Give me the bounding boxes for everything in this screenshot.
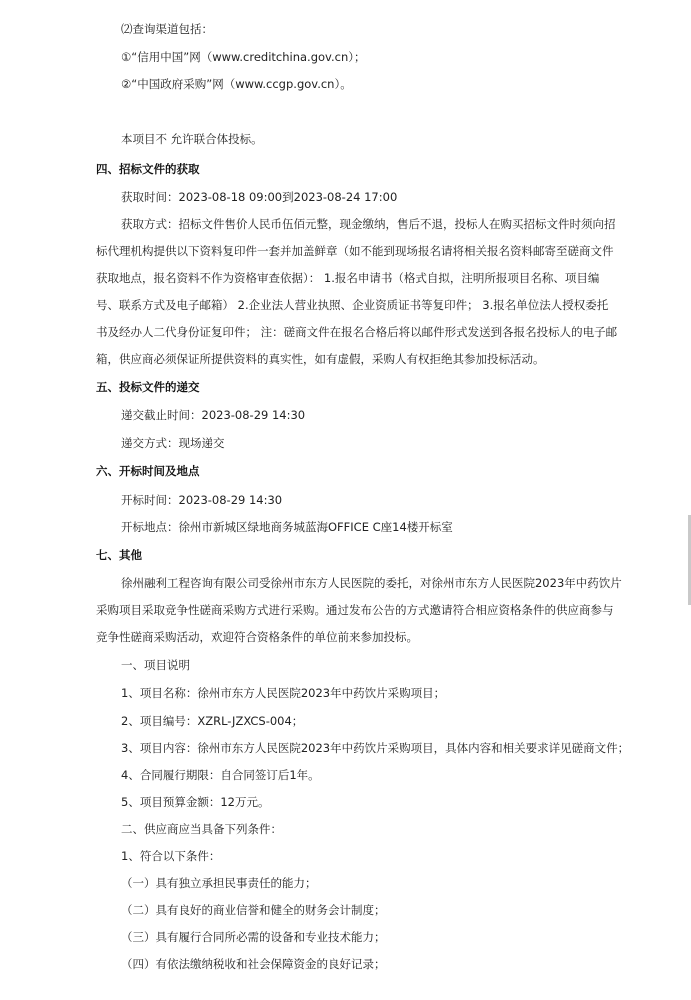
project-name: 1、项目名称：徐州市东方人民医院2023年中药饮片采购项目；: [121, 686, 446, 700]
obtain-method-line-2: 标代理机构提供以下资料复印件一套并加盖鲜章（如不能到现场报名请将相关报名资料邮寄至磋商文件: [96, 244, 614, 258]
section-heading-7: 七、其他: [96, 548, 142, 562]
section-heading-5: 五、投标文件的递交: [96, 380, 200, 394]
creditchina-line: ①“信用中国”网（www.creditchina.gov.cn）；: [121, 50, 366, 64]
obtain-method-line-5: 书及经办人二代身份证复印件； 注：磋商文件在报名合格后将以邮件形式发送到各报名投标人的电子邮: [96, 325, 618, 339]
supplier-conditions-heading: 二、供应商应当具备下列条件：: [121, 822, 282, 836]
other-para-line-3: 竞争性磋商采购活动，欢迎符合资格条件的单位前来参加投标。: [96, 630, 418, 644]
query-channels-line: ⑵查询渠道包括：: [121, 22, 213, 36]
conditions-intro: 1、符合以下条件：: [121, 849, 221, 863]
other-para-line-2: 采购项目采取竞争性磋商采购方式进行采购。通过发布公告的方式邀请符合相应资格条件的供应商参与: [96, 603, 614, 617]
submit-method: 递交方式：现场递交: [121, 436, 225, 450]
obtain-time: 获取时间：2023-08-18 09:00到2023-08-24 17:00: [121, 190, 398, 204]
obtain-method-line-4: 号、联系方式及电子邮箱） 2.企业法人营业执照、企业资质证书等复印件； 3.报名单位法人授权委托: [96, 298, 609, 312]
ccgp-line: ②“中国政府采购”网（www.ccgp.gov.cn）。: [121, 77, 352, 91]
consortium-note: 本项目不 允许联合体投标。: [121, 132, 263, 146]
other-para-line-1: 徐州融利工程咨询有限公司受徐州市东方人民医院的委托，对徐州市东方人民医院2023年中药饮片: [121, 576, 622, 590]
section-heading-4: 四、招标文件的获取: [96, 162, 200, 176]
condition-2: （二）具有良好的商业信誉和健全的财务会计制度；: [121, 903, 386, 917]
submit-deadline: 递交截止时间：2023-08-29 14:30: [121, 408, 306, 422]
obtain-method-line-3: 获取地点，报名资料不作为资格审查依据）： 1.报名申请书（格式自拟，注明所报项目名称、项目编: [96, 271, 600, 285]
condition-1: （一）具有独立承担民事责任的能力；: [121, 876, 317, 890]
condition-3: （三）具有履行合同所必需的设备和专业技术能力；: [121, 930, 386, 944]
project-number: 2、项目编号：XZRL-JZXCS-004；: [121, 714, 304, 728]
opening-time: 开标时间：2023-08-29 14:30: [121, 493, 283, 507]
obtain-method-line-1: 获取方式：招标文件售价人民币伍佰元整，现金缴纳，售后不退，投标人在购买招标文件时须向招: [121, 217, 616, 231]
condition-4: （四）有依法缴纳税收和社会保障资金的良好记录；: [121, 957, 386, 971]
budget-amount: 5、项目预算金额：12万元。: [121, 795, 270, 809]
project-description-heading: 一、项目说明: [121, 658, 190, 672]
project-content: 3、项目内容：徐州市东方人民医院2023年中药饮片采购项目，具体内容和相关要求详见磋商文件；: [121, 741, 630, 755]
obtain-method-line-6: 箱，供应商必须保证所提供资料的真实性，如有虚假，采购人有权拒绝其参加投标活动。: [96, 352, 545, 366]
contract-period: 4、合同履行期限：自合同签订后1年。: [121, 768, 320, 782]
section-heading-6: 六、开标时间及地点: [96, 464, 200, 478]
opening-place: 开标地点：徐州市新城区绿地商务城蓝海OFFICE C座14楼开标室: [121, 520, 453, 534]
